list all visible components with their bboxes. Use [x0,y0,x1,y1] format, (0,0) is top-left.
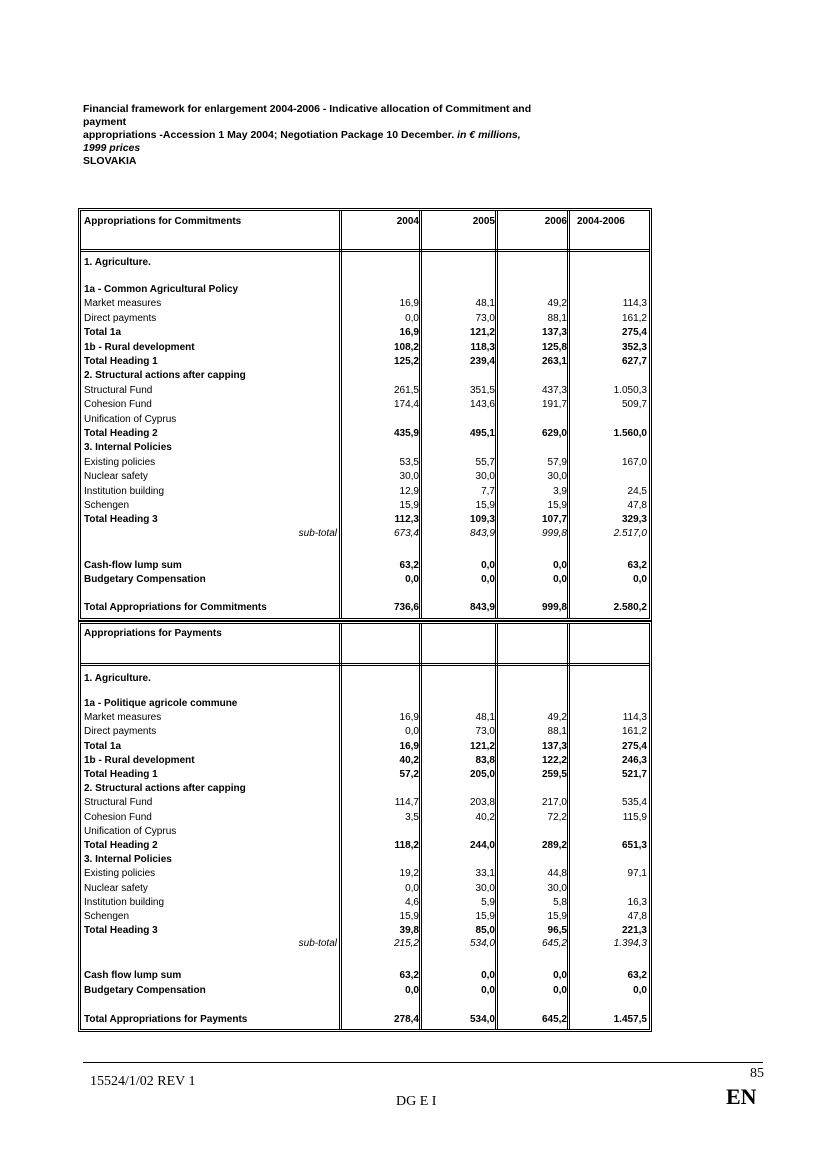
commitments-title: Appropriations for Commitments [84,216,242,227]
cell-value: 30,0 [547,882,567,894]
row-label: Budgetary Compensation [84,985,206,996]
cell-value: 53,5 [399,456,419,468]
cell-value: 16,9 [399,712,419,724]
cell-value: 121,2 [469,327,495,339]
cell-value: 49,2 [547,712,567,724]
row-label: sub-total [298,528,337,539]
cell-value: 49,2 [547,298,567,310]
table-row-nuclear-safety [81,882,649,895]
row-label: 2. Structural actions after capping [84,783,246,795]
row-label: 1b - Rural development [84,754,195,766]
row-label: Total Heading 2 [84,428,158,439]
table-row-unification-of-cyprus [81,825,649,838]
cell-value: 3,5 [405,811,419,823]
cell-value: 1.050,3 [613,384,647,396]
table-row-cohesion-fund [81,398,649,411]
table-row-cohesion-fund [81,811,649,824]
cell-value: 63,2 [399,970,419,981]
cell-value: 30,0 [475,471,495,483]
cell-value: 0,0 [481,970,495,981]
cell-value: 843,9 [469,528,495,539]
cell-value: 63,2 [627,560,647,571]
cell-value: 275,4 [621,740,647,752]
cell-value: 57,2 [399,769,419,780]
cell-value: 57,9 [547,456,567,468]
cell-value: 30,0 [475,882,495,894]
cell-value: 48,1 [475,712,495,724]
table-row-cash-flow-lump-sum [81,559,649,572]
cell-value: 0,0 [633,985,647,996]
cell-value: 63,2 [399,560,419,571]
header-country: SLOVAKIA [83,155,137,167]
cell-value: 0,0 [405,882,419,894]
cell-value: 1.560,0 [613,428,647,439]
table-row-2-structural-actions-after-capping [81,782,649,795]
row-label: Unification of Cyprus [84,825,177,837]
cell-value: 143,6 [469,399,495,411]
cell-value: 0,0 [405,985,419,996]
header-title-line1: Financial framework for enlargement 2004-2006 - Indicative allocation of Commitment and [83,103,532,115]
row-label: Budgetary Compensation [84,574,206,585]
table-row-total-heading-3 [81,513,649,526]
document-reference: 15524/1/02 REV 1 [90,1074,196,1089]
cell-value: 161,2 [621,726,647,738]
cell-value: 535,4 [621,797,647,809]
section-title-row [81,672,649,685]
cell-value: 16,3 [627,896,647,908]
cell-value: 215,2 [393,938,419,949]
cell-value: 73,0 [475,726,495,738]
cell-value: 30,0 [547,471,567,483]
cell-value: 3,9 [553,485,567,497]
table-row-total-heading-2 [81,839,649,852]
cell-value: 107,7 [541,514,567,526]
cell-value: 97,1 [627,868,647,880]
cell-value: 495,1 [469,428,495,439]
cell-value: 88,1 [547,726,567,738]
cell-value: 63,2 [627,970,647,981]
table-row-total-1a [81,326,649,339]
cell-value: 55,7 [475,456,495,468]
header-title-line3 [83,129,583,142]
cell-value: 15,9 [475,911,495,922]
table-row-total-heading-1 [81,768,649,781]
cell-value: 0,0 [481,985,495,996]
cell-value: 48,1 [475,298,495,310]
year-header: 2004 [396,216,419,227]
cell-value: 673,4 [393,528,419,539]
table-row-total-appropriations-for-payments [81,1013,649,1026]
cell-value: 16,9 [399,740,419,752]
cell-value: 39,8 [399,925,419,937]
document-header [83,103,583,168]
cell-value: 244,0 [469,840,495,851]
row-label: Total Heading 2 [84,840,158,851]
section-title-row [81,256,649,269]
table-row-institution-building [81,896,649,909]
cell-value: 645,2 [541,1014,567,1025]
commitments-table [78,208,652,621]
table-row-1b-rural-development [81,754,649,767]
header-units: in € millions, [457,129,521,141]
year-header: 2004-2006 [577,216,625,227]
row-label: Total Heading 1 [84,769,158,780]
cell-value: 15,9 [547,500,567,511]
cell-value: 15,9 [547,911,567,922]
cell-value: 112,3 [394,514,419,526]
cell-value: 1.394,3 [613,938,647,949]
row-label: 2. Structural actions after capping [84,370,246,382]
cell-value: 0,0 [633,574,647,585]
cell-value: 40,2 [475,811,495,823]
cell-value: 5,9 [481,896,495,908]
cell-value: 12,9 [399,485,419,497]
cell-value: 0,0 [405,574,419,585]
cell-value: 629,0 [541,428,567,439]
commitments-header-row [81,215,649,228]
table-row-total-appropriations-for-commitments [81,601,649,614]
cell-value: 275,4 [621,327,647,339]
cell-value: 114,3 [622,712,647,724]
cell-value: 83,8 [475,754,495,766]
table-row-3-internal-policies [81,441,649,454]
year-header: 2005 [472,216,495,227]
row-label: Institution building [84,896,165,908]
table-row-structural-fund [81,384,649,397]
cell-value: 999,8 [541,528,567,539]
row-label: 3. Internal Policies [84,854,172,866]
section-title: 1. Agriculture. [84,257,151,268]
cell-value: 329,3 [621,514,647,526]
header-prices: 1999 prices [83,142,141,154]
table-row-institution-building [81,485,649,498]
cell-value: 16,9 [399,298,419,310]
page-number: 85 [750,1066,764,1081]
table-row-market-measures [81,297,649,310]
cell-value: 278,4 [393,1014,419,1025]
cell-value: 351,5 [469,384,495,396]
row-label: Cohesion Fund [84,399,152,411]
row-label: Institution building [84,485,165,497]
table-row-direct-payments [81,725,649,738]
cell-value: 534,0 [469,938,495,949]
cell-value: 85,0 [475,925,495,937]
row-label: Market measures [84,298,162,310]
cell-value: 2.580,2 [613,602,647,613]
cell-value: 72,2 [547,811,567,823]
cell-value: 0,0 [553,985,567,996]
row-label: Existing policies [84,456,156,468]
cell-value: 0,0 [553,970,567,981]
directorate-label: DG E I [396,1094,437,1109]
cell-value: 5,8 [553,896,567,908]
row-label: 1a - Politique agricole commune [84,698,238,709]
row-label: Cash-flow lump sum [84,560,182,571]
table-row-sub-total [81,527,649,540]
cell-value: 174,4 [393,399,419,411]
cell-value: 109,3 [469,514,495,526]
table-row-structural-fund [81,796,649,809]
cell-value: 161,2 [621,312,647,324]
cell-value: 437,3 [541,384,567,396]
table-row-existing-policies [81,867,649,880]
cell-value: 96,5 [547,925,567,937]
row-label: Total 1a [84,740,122,752]
table-row-2-structural-actions-after-capping [81,369,649,382]
row-label: Market measures [84,712,162,724]
cell-value: 47,8 [627,500,647,511]
header-title-line3-text: appropriations -Accession 1 May 2004; Negotiation Package 10 December. [83,129,455,141]
table-row-direct-payments [81,312,649,325]
payments-header-row [81,627,649,640]
row-label: Direct payments [84,726,157,738]
header-title-line2: payment [83,116,127,128]
row-label: Structural Fund [84,797,153,809]
header-divider [81,663,649,666]
footer-rule [83,1062,763,1063]
row-label: Cohesion Fund [84,811,152,823]
cell-value: 47,8 [627,911,647,922]
row-label: 1a - Common Agricultural Policy [84,284,239,295]
table-row-3-internal-policies [81,853,649,866]
table-row-schengen [81,499,649,512]
cell-value: 0,0 [553,574,567,585]
cell-value: 108,2 [393,341,419,353]
payments-title: Appropriations for Payments [84,628,222,639]
cell-value: 289,2 [541,840,567,851]
cell-value: 122,2 [541,754,567,766]
table-row-cash-flow-lump-sum [81,969,649,982]
cell-value: 651,3 [621,840,647,851]
row-label: Structural Fund [84,384,153,396]
cell-value: 115,9 [622,811,647,823]
row-label: Total Appropriations for Commitments [84,602,267,613]
cell-value: 627,7 [621,356,647,367]
cell-value: 435,9 [393,428,419,439]
cell-value: 40,2 [399,754,419,766]
table-row-total-heading-2 [81,427,649,440]
row-label: Total Heading 1 [84,356,158,367]
table-row-budgetary-compensation [81,573,649,586]
cell-value: 33,1 [475,868,495,880]
row-label: sub-total [298,938,337,949]
cell-value: 44,8 [547,868,567,880]
table-row-existing-policies [81,456,649,469]
table-row-1a-politique-agricole-commune [81,697,649,710]
header-divider [81,249,649,252]
cell-value: 88,1 [547,312,567,324]
table-row-schengen [81,910,649,923]
cell-value: 114,3 [622,298,647,310]
cell-value: 15,9 [399,500,419,511]
row-label: 3. Internal Policies [84,442,172,454]
section-title: 1. Agriculture. [84,673,151,684]
cell-value: 259,5 [541,769,567,780]
row-label: Total Appropriations for Payments [84,1014,248,1025]
cell-value: 645,2 [541,938,567,949]
cell-value: 15,9 [475,500,495,511]
cell-value: 0,0 [405,312,419,324]
cell-value: 118,3 [470,341,495,353]
row-label: Cash flow lump sum [84,970,182,981]
cell-value: 999,8 [541,602,567,613]
cell-value: 167,0 [621,456,647,468]
cell-value: 2.517,0 [613,528,647,539]
row-label: Schengen [84,500,130,511]
cell-value: 191,7 [541,399,567,411]
cell-value: 4,6 [405,896,419,908]
row-label: Schengen [84,911,130,922]
cell-value: 19,2 [399,868,419,880]
row-label: Existing policies [84,868,156,880]
year-header: 2006 [544,216,567,227]
table-row-nuclear-safety [81,470,649,483]
table-row-market-measures [81,711,649,724]
table-row-total-heading-1 [81,355,649,368]
cell-value: 221,3 [621,925,647,937]
cell-value: 736,6 [393,602,419,613]
row-label: 1b - Rural development [84,341,195,353]
row-label: Total Heading 3 [84,925,158,937]
row-label: Total 1a [84,327,122,339]
table-row-1b-rural-development [81,341,649,354]
cell-value: 0,0 [553,560,567,571]
cell-value: 246,3 [621,754,647,766]
table-row-1a-common-agricultural-policy [81,283,649,296]
cell-value: 15,9 [399,911,419,922]
cell-value: 125,2 [393,356,419,367]
row-label: Nuclear safety [84,471,148,483]
cell-value: 16,9 [399,327,419,339]
cell-value: 118,2 [394,840,419,851]
cell-value: 534,0 [469,1014,495,1025]
cell-value: 0,0 [405,726,419,738]
cell-value: 114,7 [394,797,419,809]
table-row-sub-total [81,937,649,950]
cell-value: 205,0 [469,769,495,780]
cell-value: 7,7 [481,485,495,497]
row-label: Direct payments [84,312,157,324]
language-code: EN [726,1084,757,1109]
cell-value: 125,8 [541,341,567,353]
row-label: Total Heading 3 [84,514,158,526]
cell-value: 217,0 [541,797,567,809]
cell-value: 121,2 [469,740,495,752]
cell-value: 843,9 [469,602,495,613]
cell-value: 261,5 [393,384,419,396]
row-label: Nuclear safety [84,882,148,894]
cell-value: 0,0 [481,574,495,585]
cell-value: 263,1 [541,356,567,367]
cell-value: 0,0 [481,560,495,571]
cell-value: 509,7 [621,399,647,411]
cell-value: 352,3 [621,341,647,353]
table-row-budgetary-compensation [81,984,649,997]
cell-value: 30,0 [399,471,419,483]
row-label: Unification of Cyprus [84,413,177,425]
table-row-total-heading-3 [81,924,649,937]
cell-value: 203,8 [469,797,495,809]
cell-value: 239,4 [469,356,495,367]
cell-value: 137,3 [541,327,567,339]
table-row-total-1a [81,740,649,753]
cell-value: 137,3 [541,740,567,752]
cell-value: 1.457,5 [613,1014,647,1025]
cell-value: 73,0 [475,312,495,324]
table-row-unification-of-cyprus [81,413,649,426]
cell-value: 521,7 [621,769,647,780]
payments-table [78,621,652,1032]
cell-value: 24,5 [627,485,647,497]
